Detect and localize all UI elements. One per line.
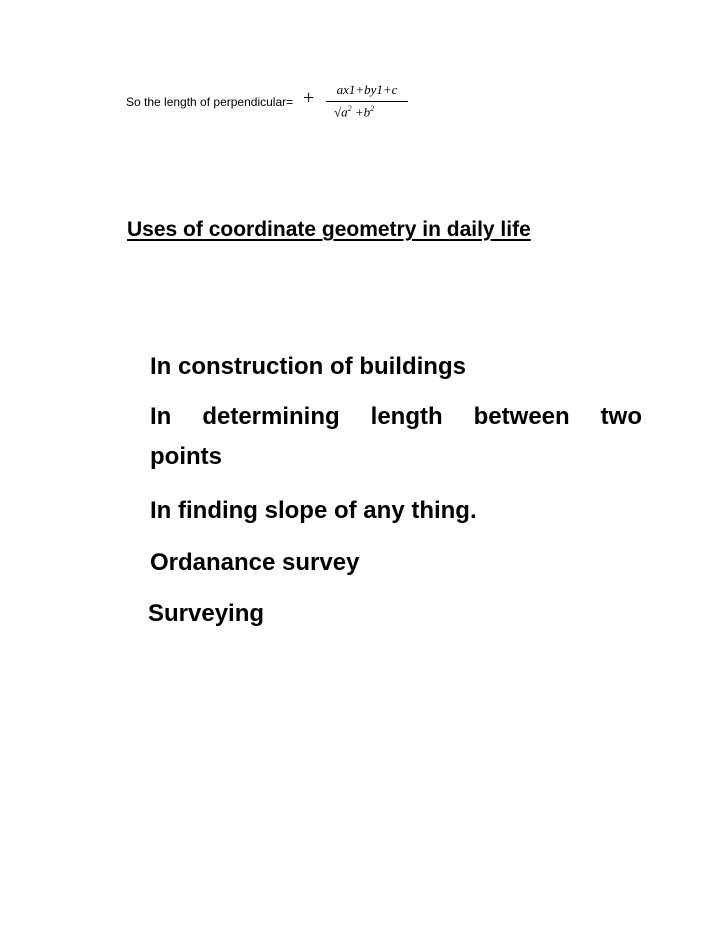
radical-sign: √ <box>334 104 342 120</box>
use-item-continuation: points <box>150 443 222 470</box>
formula-fraction <box>326 82 408 120</box>
formula-denominator: $√a^2 +b^2$ <box>334 104 375 120</box>
fraction-bar <box>326 101 408 102</box>
use-item: In determining length between two <box>150 403 642 430</box>
use-item: In finding slope of any thing. <box>150 497 477 524</box>
formula-numerator: ax1+by1+c <box>336 82 398 97</box>
use-item: In construction of buildings <box>150 353 466 380</box>
use-item: Ordanance survey <box>150 549 360 576</box>
formula-sign: + <box>303 87 315 109</box>
formula-intro: So the length of perpendicular= <box>126 95 294 109</box>
section-heading: Uses of coordinate geometry in daily life <box>127 218 531 241</box>
use-item: Surveying <box>148 600 265 627</box>
